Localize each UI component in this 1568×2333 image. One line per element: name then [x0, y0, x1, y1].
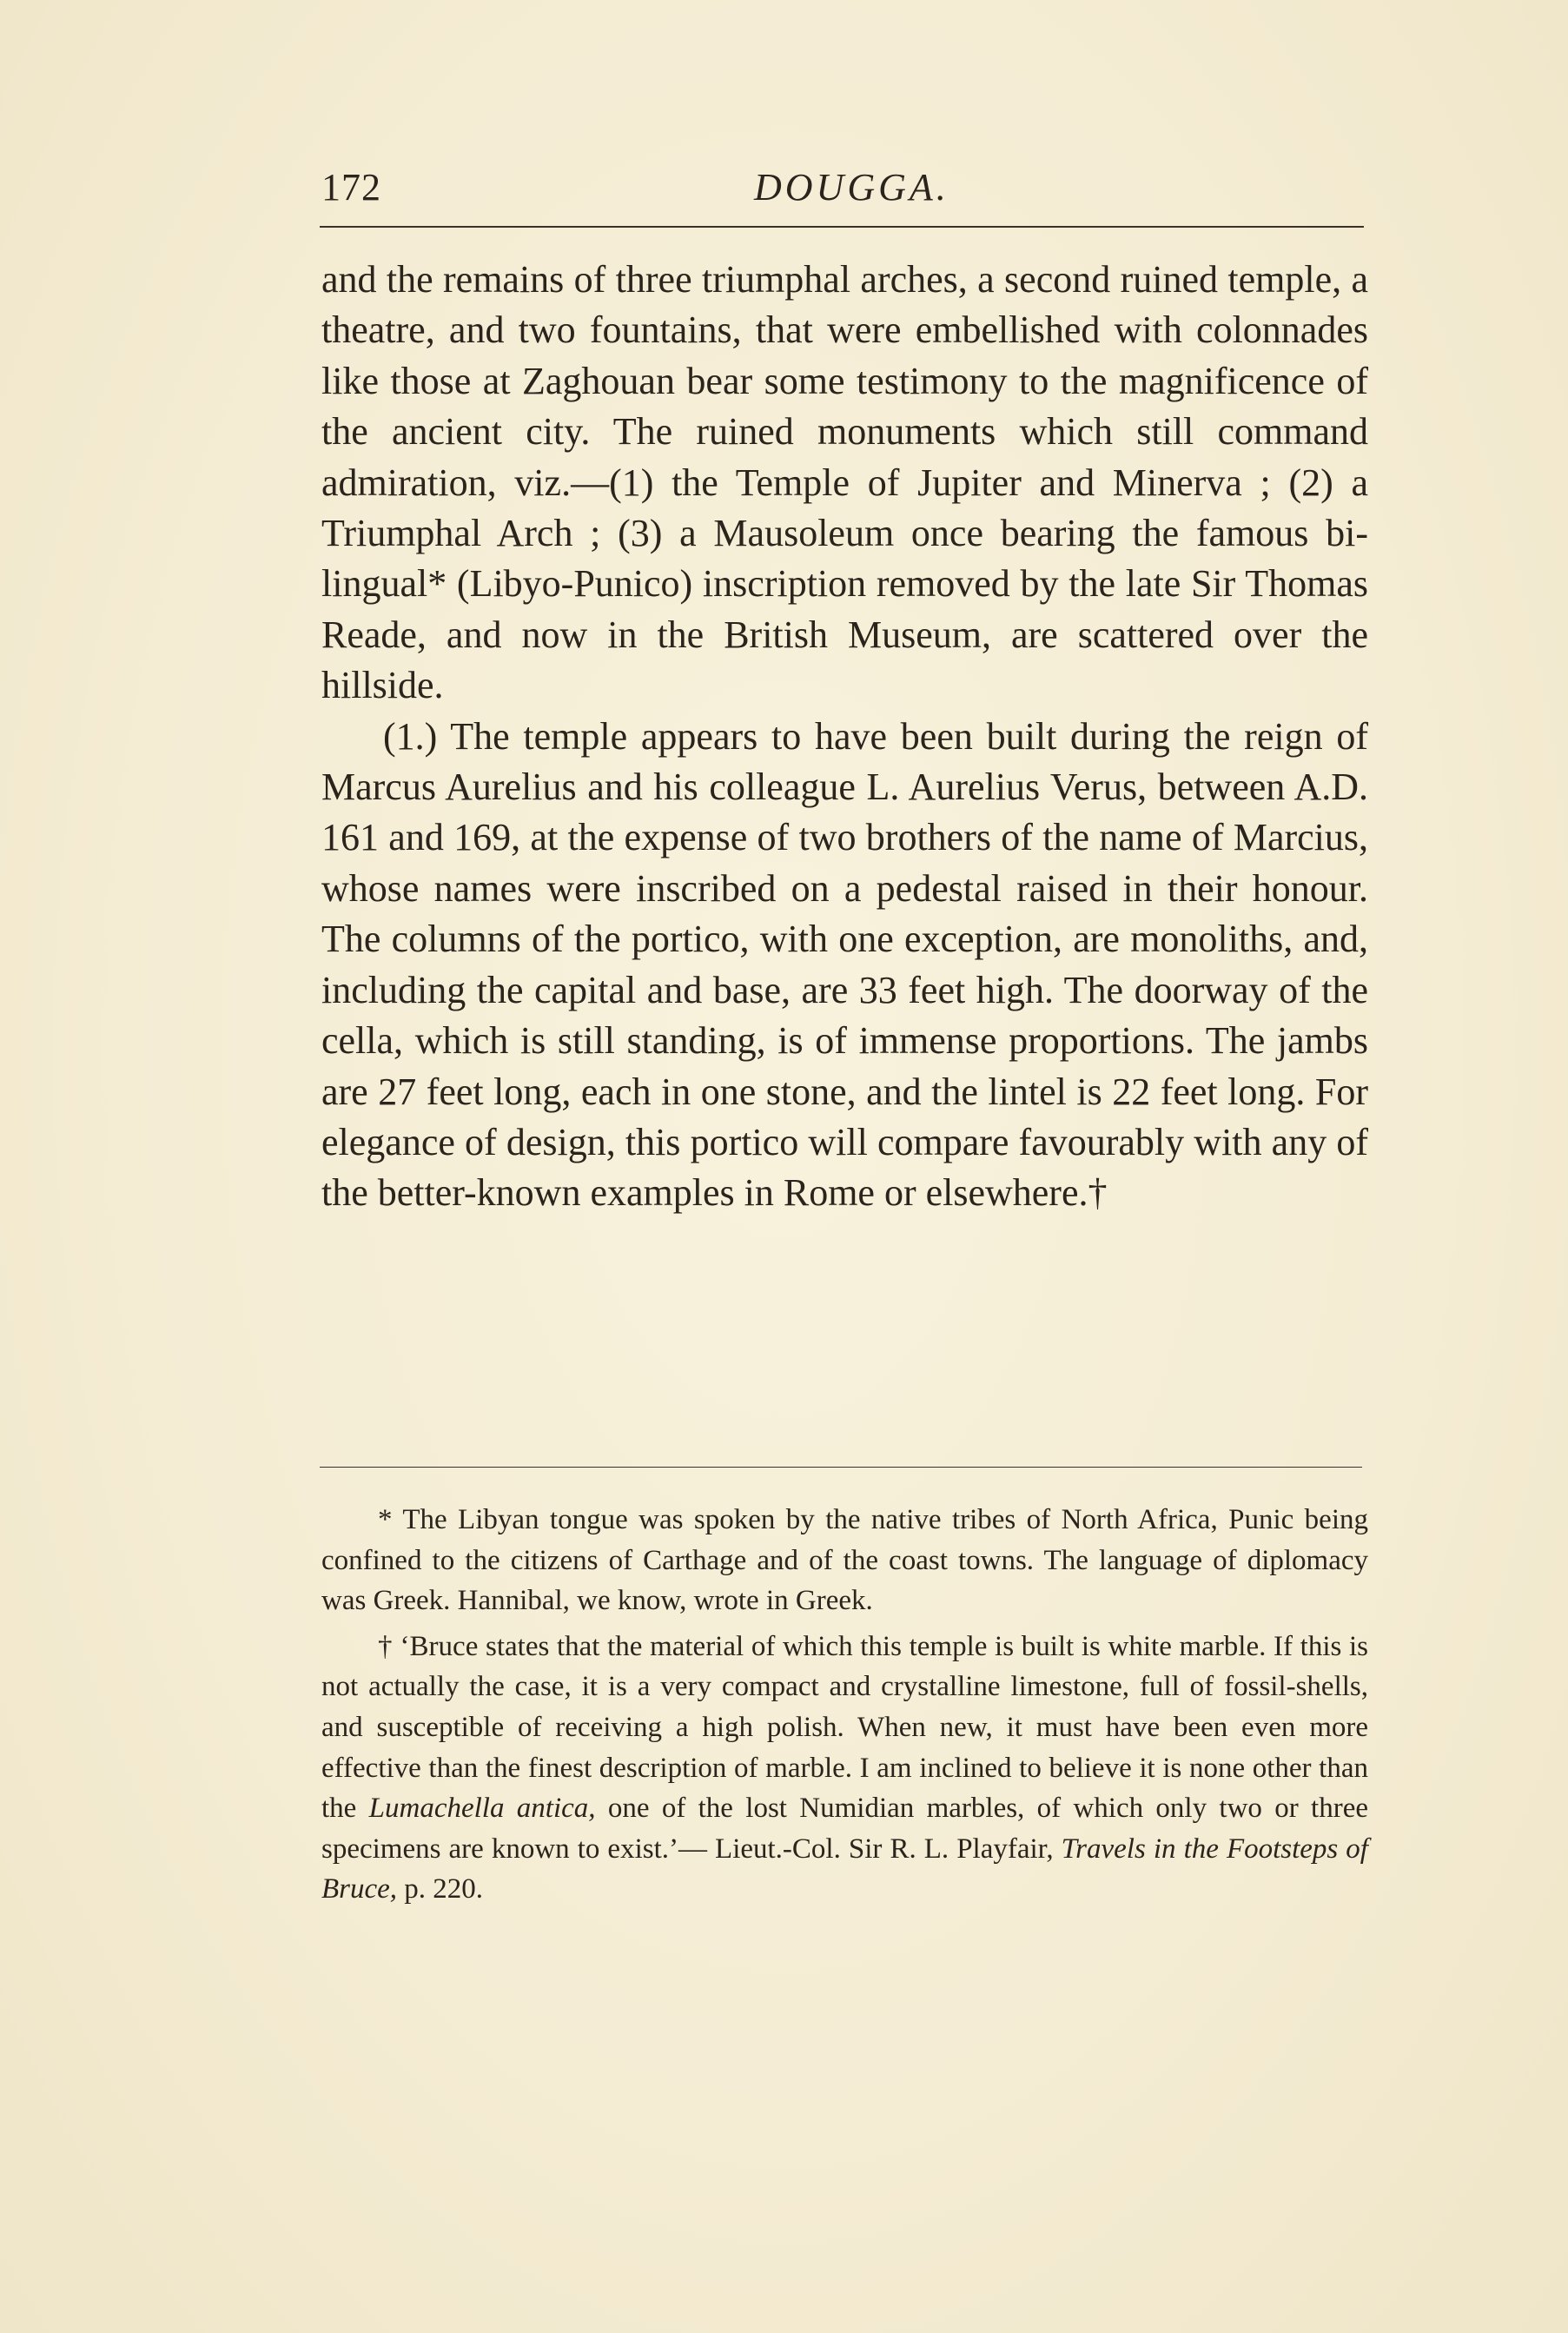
body-paragraph-2: (1.) The temple appears to have been built during the reign of Marcus Aurelius and his colleague L. Aurelius Verus, between A.D. 161 and 169, at the expense of two brothers of the name of Marcius, whose names were inscribed on a pedestal raised in their honour. The columns of the portico, with one exception, are monoliths, and, including the capital and base, are 33 feet high. The doorway of the cella, which is still standing, is of immense proportions. The jambs are 27 feet long, each in one stone, and the lintel is 22 feet long. For elegance of design, this portico will compare favourably with any of the better-known examples in Rome or elsewhere.†	[321, 714, 1368, 1215]
footnote-1: * The Libyan tongue was spoken by the native tribes of North Africa, Punic being confined to the citizens of Carthage and of the coast towns. The language of diplomacy was Greek. Hannibal, we know, wrote in Greek.	[321, 1504, 1368, 1617]
page-number: 172	[321, 166, 381, 209]
footnotes	[321, 1500, 1368, 1915]
footnote-2	[321, 1627, 1368, 1910]
footnote-2-text-a: † ‘Bruce states that the material of which this temple is built is white marble. If this is not actually the case, it is a very compact and crystalline limestone, full of fossil-shells, and susceptible of receiving a high polish. When new, it must have been even more effective than the finest description of marble. I am inclined to believe it is none other than the	[321, 1630, 1368, 1825]
header-rule	[320, 226, 1364, 228]
running-head: DOUGGA.	[754, 166, 949, 209]
body-paragraph-1: and the remains of three triumphal arches, a second ruined temple, a theatre, and two fountains, that were embellished with colonnades like those at Zaghouan bear some testimony to the magnificence of the ancient city. The ruined monuments which still command admiration, viz.—(1) the Temple of Jupiter and Minerva ; (2) a Triumphal Arch ; (3) a Mausoleum once bearing the famous bi-lingual* (Libyo-Punico) inscription removed by the late Sir Thomas Reade, and now in the British Museum, are scattered over the hillside.	[321, 258, 1368, 707]
footnote-2-text-c: p. 220.	[404, 1873, 484, 1906]
body-text	[321, 255, 1368, 1219]
footnote-rule	[320, 1467, 1362, 1468]
footnote-2-italic-b: Travels in the Footsteps of Bruce,	[321, 1833, 1368, 1906]
page-header	[321, 156, 1364, 217]
footnote-2-italic-a: Lumachella antica,	[368, 1793, 596, 1825]
footnote-2-text-b: one of the lost Numidian marbles, of which only two or three specimens are known to exist.’— Lieut.-Col. Sir R. L. Playfair,	[321, 1793, 1368, 1865]
